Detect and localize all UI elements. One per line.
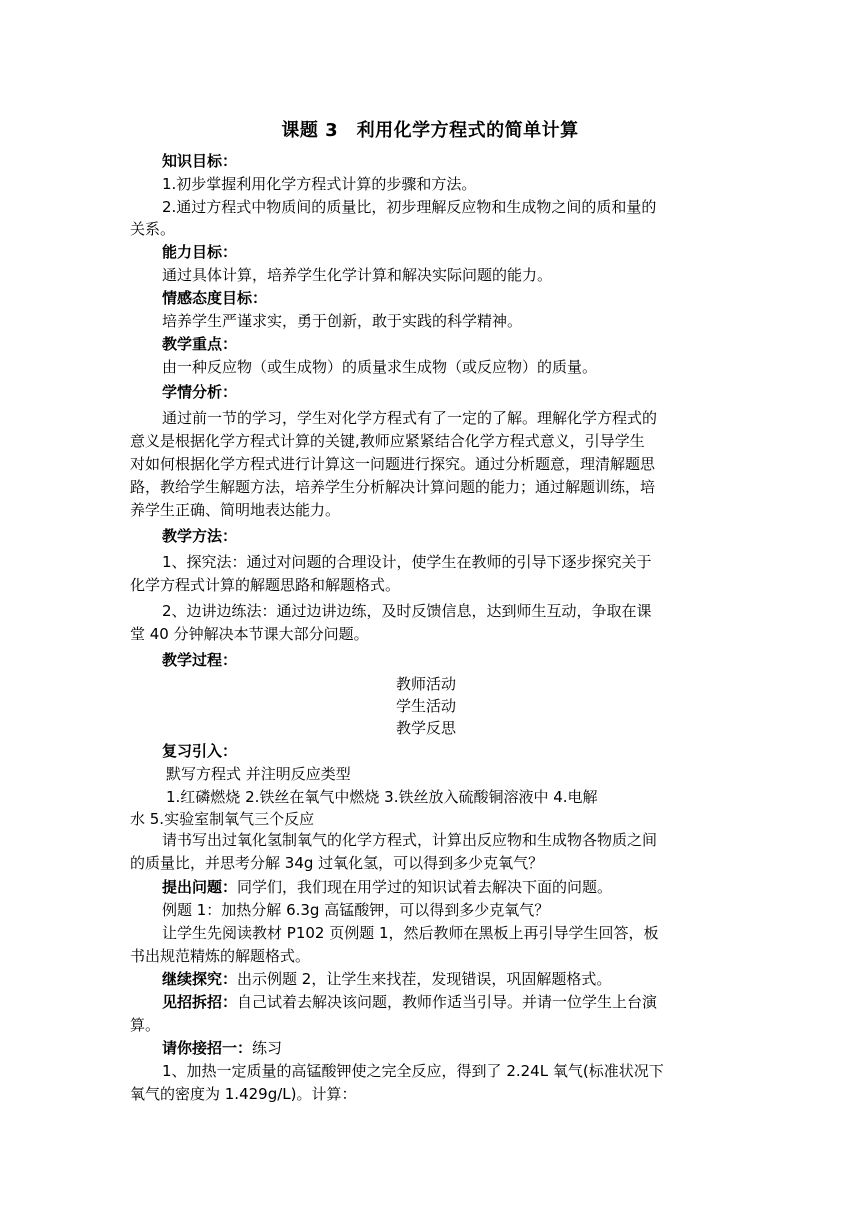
practice-text: 练习	[252, 1039, 283, 1057]
method-1b: 化学方程式计算的解题思路和解题格式。	[130, 576, 401, 594]
heading-analysis: 学情分析：	[162, 383, 238, 401]
heading-emotion: 情感态度目标：	[162, 289, 268, 307]
question-1b: 氧气的密度为 1.429g/L)。计算：	[130, 1085, 357, 1103]
counter-paragraph	[162, 991, 657, 1013]
practice-label: 请你接招一：	[162, 1039, 253, 1057]
heading-process: 教学过程：	[162, 651, 238, 669]
continue-text: 出示例题 2，让学生来找茬，发现错误，巩固解题格式。	[237, 970, 612, 988]
continue-paragraph	[162, 968, 611, 990]
read-line-b: 书出规范精炼的解题格式。	[130, 947, 311, 965]
ask-paragraph	[162, 876, 612, 898]
knowledge-item-2b: 关系。	[130, 220, 176, 238]
review-line-4b: 的质量比，并思考分解 34g 过氧化氢，可以得到多少克氧气？	[130, 854, 544, 872]
emotion-text: 培养学生严谨求实，勇于创新，敢于实践的科学精神。	[162, 312, 523, 330]
ask-text: 同学们，我们现在用学过的知识试着去解决下面的问题。	[237, 878, 613, 896]
counter-text-a: 自己试着去解决该问题，教师作适当引导。并请一位学生上台演	[237, 993, 658, 1011]
analysis-line-3: 对如何根据化学方程式进行计算这一问题进行探究。通过分析题意，理清解题思	[130, 455, 656, 473]
column-teaching-reflection: 教学反思	[396, 719, 457, 737]
heading-review: 复习引入：	[162, 742, 238, 760]
heading-knowledge: 知识目标：	[162, 152, 238, 170]
counter-text-b: 算。	[130, 1016, 161, 1034]
method-2b: 堂 40 分钟解决本节课大部分问题。	[130, 625, 369, 643]
read-line-a: 让学生先阅读教材 P102 页例题 1，然后教师在黑板上再引导学生回答，板	[162, 924, 659, 942]
heading-method: 教学方法：	[162, 527, 238, 545]
question-1a: 1、加热一定质量的高锰酸钾使之完全反应，得到了 2.24L 氧气(标准状况下	[162, 1062, 664, 1080]
continue-label: 继续探究：	[162, 970, 238, 988]
knowledge-item-1: 1.初步掌握利用化学方程式计算的步骤和方法。	[162, 175, 477, 193]
review-line-4a: 请书写出过氧化氢制氧气的化学方程式，计算出反应物和生成物各物质之间	[162, 831, 658, 849]
heading-ability: 能力目标：	[162, 243, 238, 261]
column-student-activity: 学生活动	[396, 697, 457, 715]
analysis-line-1: 通过前一节的学习，学生对化学方程式有了一定的了解。理解化学方程式的	[162, 409, 658, 427]
ability-text: 通过具体计算，培养学生化学计算和解决实际问题的能力。	[162, 266, 553, 284]
ask-label: 提出问题：	[162, 878, 238, 896]
analysis-line-5: 养学生正确、简明地表达能力。	[130, 501, 341, 519]
heading-focus: 教学重点：	[162, 335, 238, 353]
review-line-2: 1.红磷燃烧 2.铁丝在氧气中燃烧 3.铁丝放入硫酸铜溶液中 4.电解	[166, 788, 598, 806]
review-line-1: 默写方程式 并注明反应类型	[166, 765, 351, 783]
column-teacher-activity: 教师活动	[396, 675, 457, 693]
method-1a: 1、探究法：通过对问题的合理设计，使学生在教师的引导下逐步探究关于	[162, 553, 652, 571]
example-1: 例题 1：加热分解 6.3g 高锰酸钾，可以得到多少克氧气？	[162, 901, 550, 919]
focus-text: 由一种反应物（或生成物）的质量求生成物（或反应物）的质量。	[162, 358, 598, 376]
knowledge-item-2a: 2.通过方程式中物质间的质量比，初步理解反应物和生成物之间的质和量的	[162, 198, 657, 216]
analysis-line-2: 意义是根据化学方程式计算的关键,教师应紧紧结合化学方程式意义，引导学生	[130, 432, 645, 450]
counter-label: 见招拆招：	[162, 993, 238, 1011]
practice-paragraph	[162, 1037, 282, 1059]
page-title: 课题 3 利用化学方程式的简单计算	[281, 120, 579, 141]
review-line-3: 水 5.实验室制氧气三个反应	[130, 810, 315, 828]
analysis-line-4: 路，教给学生解题方法，培养学生分析解决计算问题的能力；通过解题训练，培	[130, 478, 656, 496]
method-2a: 2、边讲边练法：通过边讲边练，及时反馈信息，达到师生互动，争取在课	[162, 602, 652, 620]
